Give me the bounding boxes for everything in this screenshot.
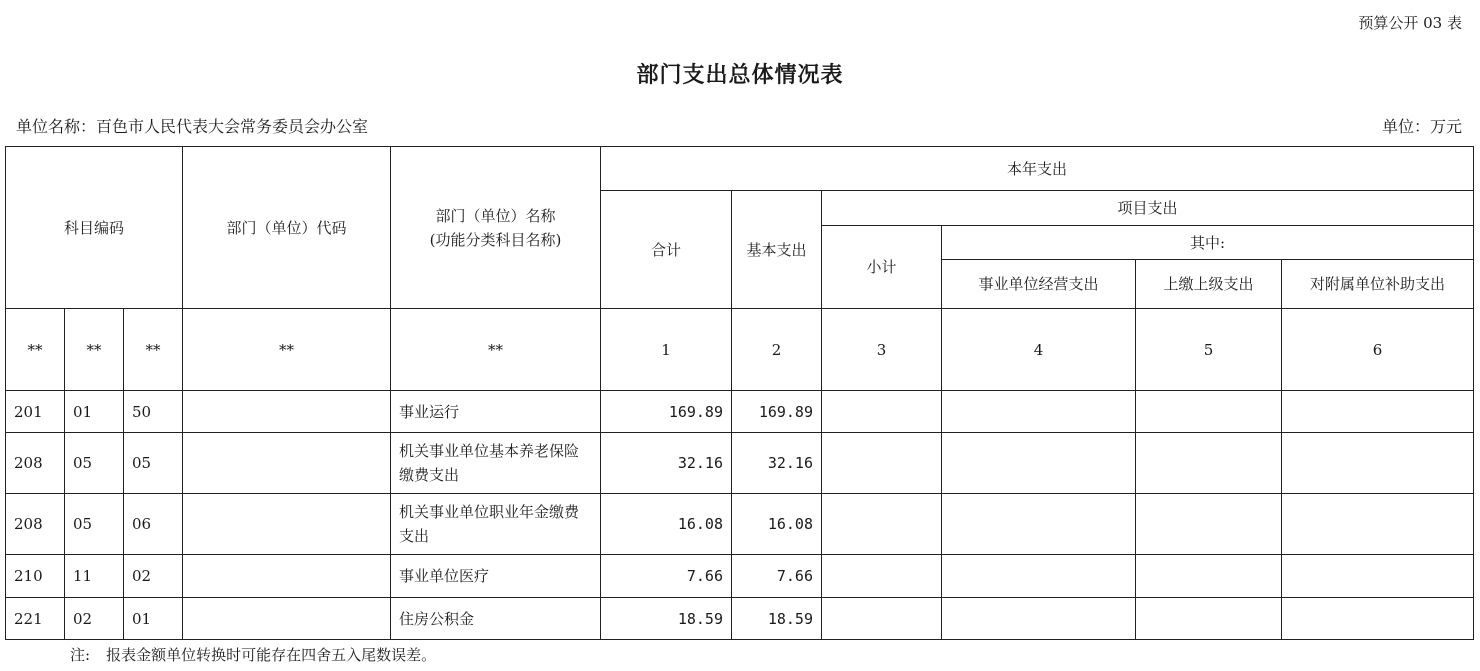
cell-section: 05 bbox=[65, 494, 124, 555]
cell-remit bbox=[1136, 555, 1282, 598]
table-row bbox=[6, 433, 1474, 494]
table-row bbox=[6, 598, 1474, 640]
cell-total: 169.89 bbox=[601, 391, 732, 433]
cell-total: 32.16 bbox=[601, 433, 732, 494]
cell-subtotal bbox=[822, 555, 942, 598]
header-business: 事业单位经营支出 bbox=[942, 260, 1136, 309]
index-cell: ** bbox=[6, 309, 65, 391]
cell-item: 01 bbox=[124, 598, 183, 640]
cell-dept-code bbox=[183, 391, 391, 433]
index-cell: 5 bbox=[1136, 309, 1282, 391]
header-subtotal: 小计 bbox=[822, 226, 942, 309]
header-dept-name bbox=[391, 147, 601, 309]
cell-basic: 16.08 bbox=[732, 494, 822, 555]
cell-basic: 32.16 bbox=[732, 433, 822, 494]
cell-basic: 18.59 bbox=[732, 598, 822, 640]
cell-name: 机关事业单位基本养老保险缴费支出 bbox=[391, 433, 601, 494]
cell-subtotal bbox=[822, 598, 942, 640]
header-dept-code: 部门（单位）代码 bbox=[183, 147, 391, 309]
table-row bbox=[6, 391, 1474, 433]
cell-class: 210 bbox=[6, 555, 65, 598]
header-subsidy: 对附属单位补助支出 bbox=[1282, 260, 1474, 309]
cell-subsidy bbox=[1282, 494, 1474, 555]
index-row bbox=[6, 309, 1474, 391]
index-cell: ** bbox=[65, 309, 124, 391]
cell-business bbox=[942, 555, 1136, 598]
cell-business bbox=[942, 391, 1136, 433]
cell-section: 11 bbox=[65, 555, 124, 598]
cell-subsidy bbox=[1282, 598, 1474, 640]
cell-class: 221 bbox=[6, 598, 65, 640]
index-cell: ** bbox=[183, 309, 391, 391]
header-row-1 bbox=[6, 147, 1474, 191]
index-cell: 1 bbox=[601, 309, 732, 391]
form-number: 预算公开 03 表 bbox=[1358, 14, 1462, 32]
cell-business bbox=[942, 494, 1136, 555]
index-cell: ** bbox=[391, 309, 601, 391]
cell-basic: 7.66 bbox=[732, 555, 822, 598]
footer-note bbox=[70, 644, 436, 665]
cell-name: 机关事业单位职业年金缴费支出 bbox=[391, 494, 601, 555]
cell-business bbox=[942, 598, 1136, 640]
header-total: 合计 bbox=[601, 191, 732, 309]
header-subject-code: 科目编码 bbox=[6, 147, 183, 309]
cell-section: 05 bbox=[65, 433, 124, 494]
table-row bbox=[6, 494, 1474, 555]
unit-label: 单位：万元 bbox=[1381, 117, 1462, 136]
cell-class: 208 bbox=[6, 433, 65, 494]
cell-remit bbox=[1136, 598, 1282, 640]
cell-class: 201 bbox=[6, 391, 65, 433]
cell-item: 05 bbox=[124, 433, 183, 494]
cell-subsidy bbox=[1282, 433, 1474, 494]
note-text: 报表金额单位转换时可能存在四舍五入尾数误差。 bbox=[106, 646, 437, 664]
header-basic: 基本支出 bbox=[732, 191, 822, 309]
cell-remit bbox=[1136, 391, 1282, 433]
expenditure-table bbox=[5, 146, 1474, 640]
header-dept-name-line1: 部门（单位）名称 bbox=[435, 206, 556, 225]
header-project: 项目支出 bbox=[822, 191, 1474, 226]
cell-dept-code bbox=[183, 598, 391, 640]
cell-class: 208 bbox=[6, 494, 65, 555]
cell-dept-code bbox=[183, 555, 391, 598]
cell-name: 事业运行 bbox=[391, 391, 601, 433]
index-cell: 4 bbox=[942, 309, 1136, 391]
index-cell: 3 bbox=[822, 309, 942, 391]
table-row bbox=[6, 555, 1474, 598]
cell-subtotal bbox=[822, 494, 942, 555]
header-dept-name-line2: (功能分类科目名称) bbox=[429, 230, 562, 249]
cell-remit bbox=[1136, 494, 1282, 555]
index-cell: ** bbox=[124, 309, 183, 391]
cell-section: 01 bbox=[65, 391, 124, 433]
cell-dept-code bbox=[183, 433, 391, 494]
cell-name: 事业单位医疗 bbox=[391, 555, 601, 598]
cell-item: 50 bbox=[124, 391, 183, 433]
cell-total: 16.08 bbox=[601, 494, 732, 555]
cell-subsidy bbox=[1282, 555, 1474, 598]
cell-item: 02 bbox=[124, 555, 183, 598]
cell-subtotal bbox=[822, 433, 942, 494]
cell-item: 06 bbox=[124, 494, 183, 555]
header-current-year: 本年支出 bbox=[601, 147, 1474, 191]
index-cell: 6 bbox=[1282, 309, 1474, 391]
cell-business bbox=[942, 433, 1136, 494]
header-remit: 上缴上级支出 bbox=[1136, 260, 1282, 309]
index-cell: 2 bbox=[732, 309, 822, 391]
cell-subsidy bbox=[1282, 391, 1474, 433]
header-of-which: 其中: bbox=[942, 226, 1474, 260]
note-label: 注: bbox=[70, 646, 91, 664]
cell-total: 18.59 bbox=[601, 598, 732, 640]
cell-section: 02 bbox=[65, 598, 124, 640]
cell-remit bbox=[1136, 433, 1282, 494]
cell-name: 住房公积金 bbox=[391, 598, 601, 640]
cell-dept-code bbox=[183, 494, 391, 555]
unit-name: 单位名称：百色市人民代表大会常务委员会办公室 bbox=[16, 117, 369, 136]
cell-basic: 169.89 bbox=[732, 391, 822, 433]
cell-subtotal bbox=[822, 391, 942, 433]
page-title: 部门支出总体情况表 bbox=[636, 63, 844, 88]
cell-total: 7.66 bbox=[601, 555, 732, 598]
